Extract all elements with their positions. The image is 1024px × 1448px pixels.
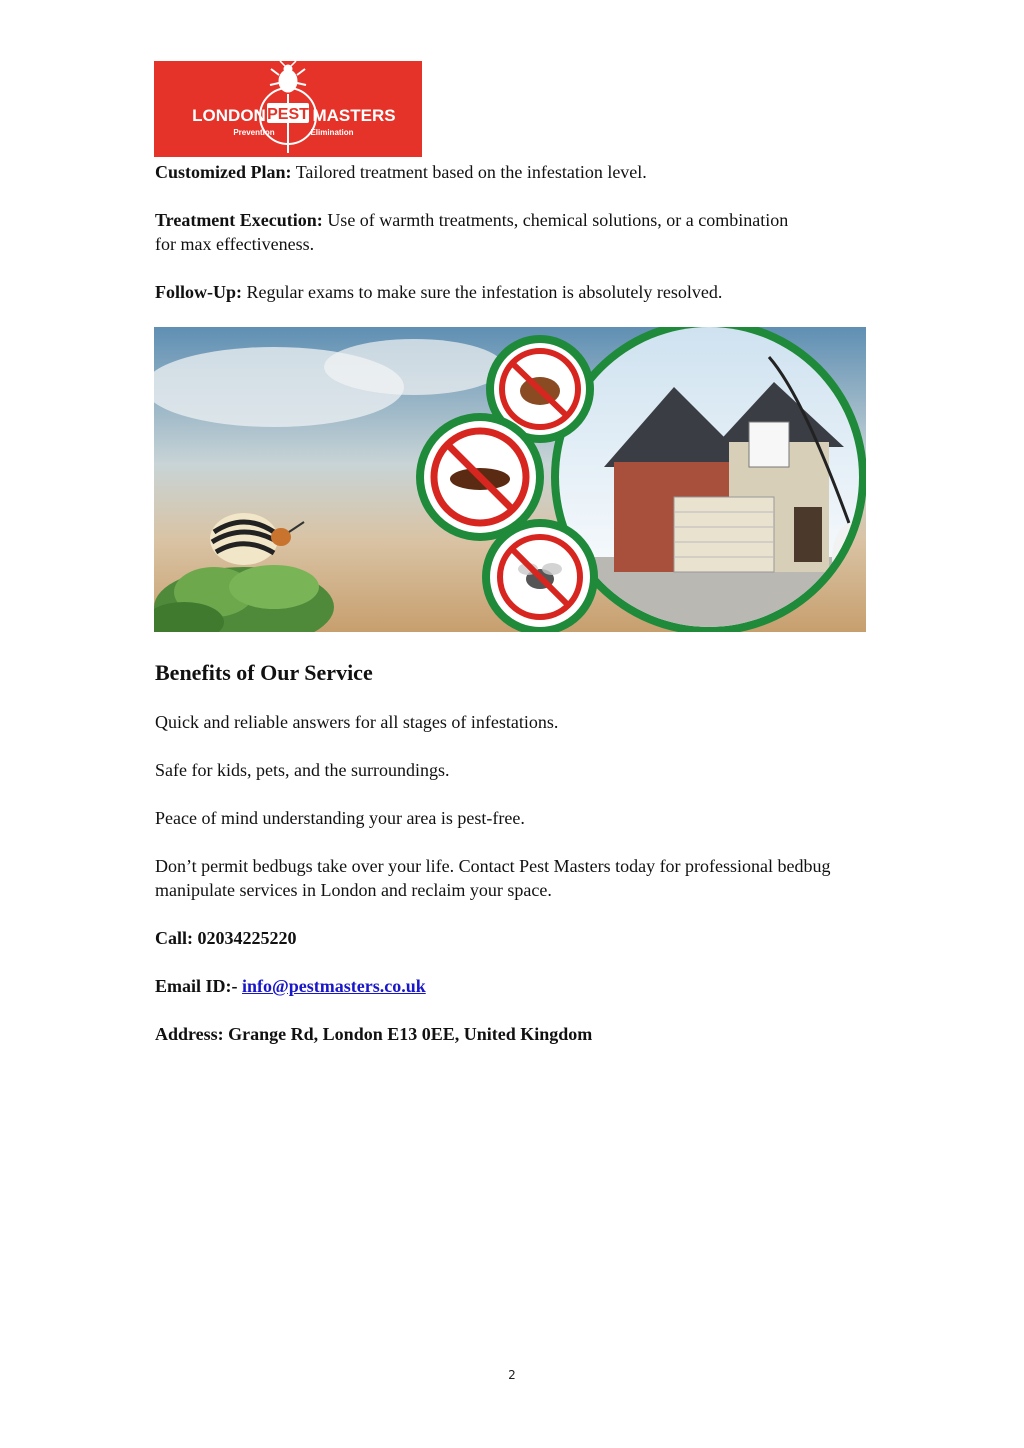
step-label: Treatment Execution: <box>155 210 323 230</box>
contact-phone: Call: 02034225220 <box>155 928 297 948</box>
no-fly-icon <box>482 519 598 632</box>
step-text: Use of warmth treatments, chemical solutions, or a combination for max effectiveness. <box>155 210 789 254</box>
step-label: Customized Plan: <box>155 162 292 182</box>
logo-tag-left: Prevention <box>233 128 275 137</box>
step-label: Follow-Up: <box>155 282 242 302</box>
benefit-item: Peace of mind understanding your area is pest-free. <box>155 808 525 828</box>
step-customized-plan <box>155 160 870 184</box>
contact-email-line <box>155 974 870 998</box>
company-logo <box>154 61 422 157</box>
call-to-action-text: Don’t permit bedbugs take over your life. Contact Pest Masters today for professional bedbug manipulate services in London and reclaim your space. <box>155 856 831 900</box>
email-link[interactable]: info@pestmasters.co.uk <box>242 976 426 996</box>
logo-word-left: LONDON <box>192 106 266 125</box>
page-number: 2 <box>508 1368 516 1382</box>
benefits-heading: Benefits of Our Service <box>155 660 373 685</box>
benefit-item: Safe for kids, pets, and the surroundings. <box>155 760 450 780</box>
step-treatment-execution <box>155 208 795 256</box>
logo-tag-right: Elimination <box>310 128 354 137</box>
step-text: Regular exams to make sure the infestation is absolutely resolved. <box>246 282 723 302</box>
benefit-item: Quick and reliable answers for all stages of infestations. <box>155 712 559 732</box>
step-text: Tailored treatment based on the infestation level. <box>295 162 647 182</box>
contact-address: Address: Grange Rd, London E13 0EE, United Kingdom <box>155 1024 593 1044</box>
step-follow-up <box>155 280 870 304</box>
logo-word-mid: PEST <box>267 106 309 123</box>
email-label: Email ID:- <box>155 976 238 996</box>
logo-word-right: MASTERS <box>312 106 396 125</box>
pest-control-hero-image <box>154 327 866 632</box>
